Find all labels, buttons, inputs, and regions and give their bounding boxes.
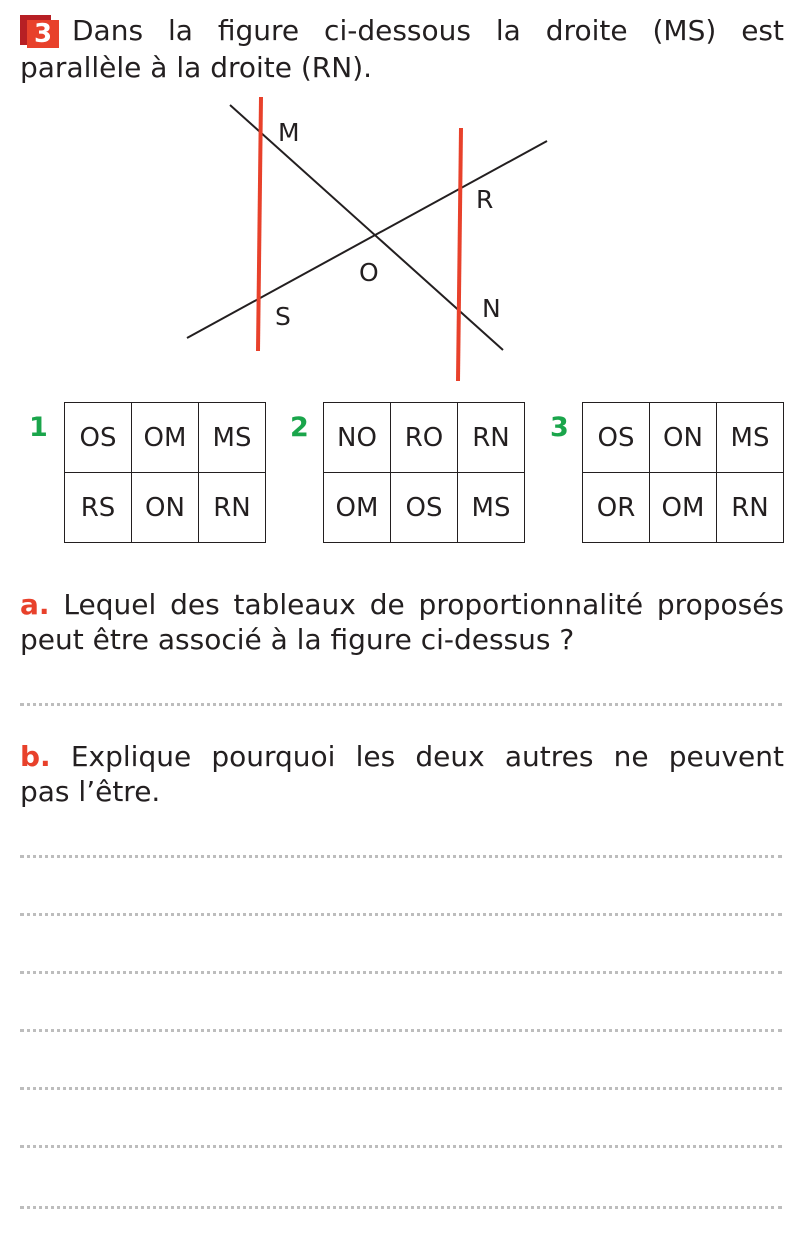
answer-line-a[interactable] [20, 703, 782, 706]
point-label-M: M [278, 118, 300, 147]
table-1-label: 1 [29, 412, 48, 443]
table-cell: MS [717, 403, 784, 473]
answer-line-b[interactable] [20, 855, 782, 858]
answer-line-b[interactable] [20, 913, 782, 916]
point-label-R: R [476, 185, 494, 214]
line-RN [458, 128, 461, 381]
table-cell: MS [458, 473, 525, 543]
table-cell: OS [65, 403, 132, 473]
table-cell: OM [650, 473, 717, 543]
exercise-number: 3 [27, 20, 59, 48]
answer-line-b[interactable] [20, 1145, 782, 1148]
table-row [324, 403, 525, 473]
table-cell: OS [391, 473, 458, 543]
geometry-figure [170, 90, 570, 390]
table-3-label: 3 [550, 412, 569, 443]
table-cell: OM [324, 473, 391, 543]
table-row [324, 473, 525, 543]
table-cell: ON [650, 403, 717, 473]
table-cell: RN [458, 403, 525, 473]
statement-line-2: parallèle à la droite (RN). [20, 51, 373, 84]
point-label-O: O [359, 258, 379, 287]
question-a-label: a. [20, 588, 50, 621]
table-row [583, 403, 784, 473]
table-cell: OR [583, 473, 650, 543]
point-label-N: N [482, 294, 501, 323]
table-cell: RN [717, 473, 784, 543]
question-b-line-1 [20, 740, 784, 774]
table-cell: RN [199, 473, 266, 543]
table-cell: RO [391, 403, 458, 473]
answer-line-b[interactable] [20, 971, 782, 974]
question-a-line-2: peut être associé à la figure ci-dessus ? [20, 623, 575, 656]
statement-line-1: Dans la figure ci-dessous la droite (MS) est [72, 14, 784, 47]
point-label-S: S [275, 302, 291, 331]
exercise-number-badge [20, 15, 59, 48]
line-MS [258, 97, 261, 351]
question-b-line-2: pas l’être. [20, 775, 161, 808]
table-cell: ON [132, 473, 199, 543]
table-cell: MS [199, 403, 266, 473]
table-cell: NO [324, 403, 391, 473]
proportion-table-1 [64, 402, 266, 543]
table-row [65, 473, 266, 543]
question-b-label: b. [20, 740, 51, 773]
answer-line-b[interactable] [20, 1206, 782, 1209]
question-b-text-1: Explique pourquoi les deux autres ne peuvent [70, 740, 784, 773]
table-2-label: 2 [290, 412, 309, 443]
table-cell: RS [65, 473, 132, 543]
question-a-text-1: Lequel des tableaux de proportionnalité proposés [63, 588, 785, 621]
answer-line-b[interactable] [20, 1087, 782, 1090]
answer-line-b[interactable] [20, 1029, 782, 1032]
proportion-table-2 [323, 402, 525, 543]
proportion-table-3 [582, 402, 784, 543]
table-row [583, 473, 784, 543]
table-cell: OS [583, 403, 650, 473]
table-row [65, 403, 266, 473]
table-cell: OM [132, 403, 199, 473]
question-a-line-1 [20, 588, 784, 622]
